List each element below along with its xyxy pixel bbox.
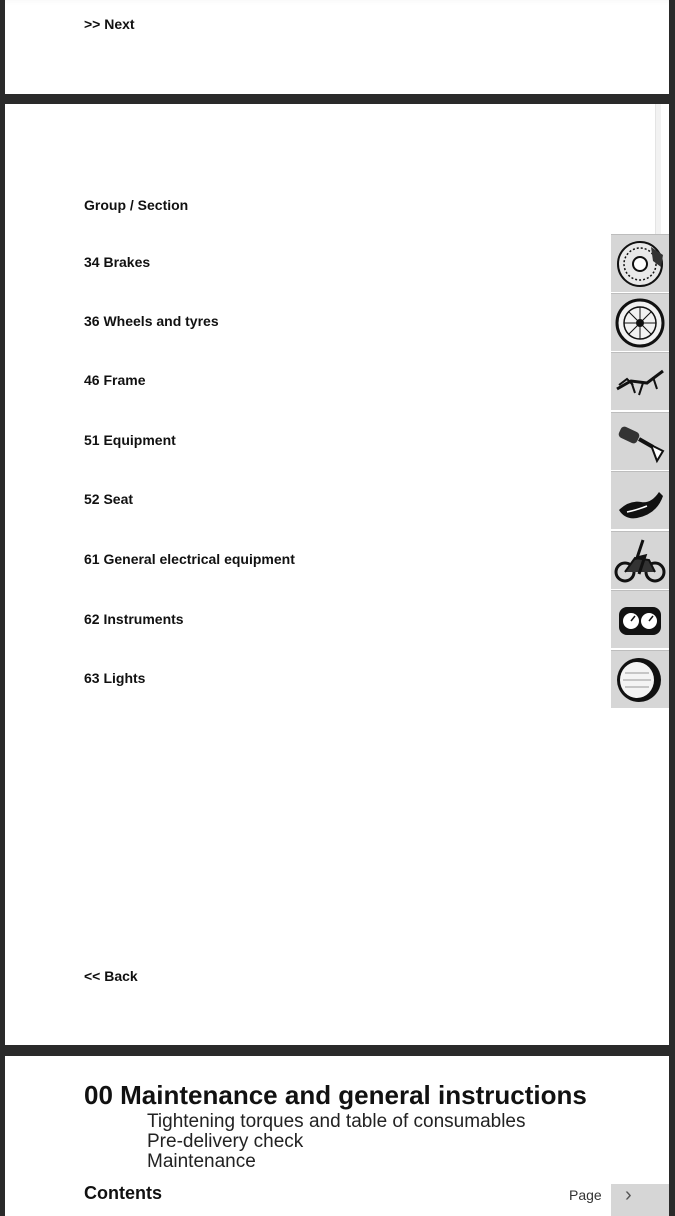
tab-instruments[interactable]: [611, 590, 669, 648]
back-link[interactable]: << Back: [84, 968, 138, 984]
page-column-label: Page: [569, 1187, 602, 1203]
tab-wheels-tyres[interactable]: [611, 293, 669, 351]
scrollbar[interactable]: [655, 104, 661, 234]
contents-heading: Contents: [84, 1183, 162, 1203]
tab-frame[interactable]: [611, 352, 669, 410]
section-link-equipment[interactable]: 51 Equipment: [84, 432, 176, 448]
instruments-icon: [613, 593, 667, 647]
contents-page: [5, 104, 669, 1045]
tab-seat[interactable]: [611, 471, 669, 529]
previous-page: [5, 0, 669, 94]
chevron-right-icon: ›: [625, 1184, 632, 1206]
headlight-icon: [613, 653, 667, 707]
equipment-icon: [613, 415, 667, 469]
frame-icon: [613, 355, 667, 409]
brake-disc-icon: [613, 237, 667, 291]
wheel-icon: [613, 296, 667, 350]
section-link-brakes[interactable]: 34 Brakes: [84, 254, 151, 270]
section-link-lights[interactable]: 63 Lights: [84, 670, 146, 686]
chapter-title: 00 Maintenance and general instructions: [84, 1080, 587, 1110]
tab-equipment[interactable]: [611, 412, 669, 470]
maintenance-page: [5, 1056, 669, 1216]
section-link-instruments[interactable]: 62 Instruments: [84, 611, 184, 627]
chapter-subtitle: Pre-delivery check: [147, 1131, 304, 1152]
group-section-heading: Group / Section: [84, 197, 189, 213]
tab-general-electrical[interactable]: [611, 531, 669, 589]
next-tab[interactable]: [611, 1184, 669, 1216]
chapter-subtitle: Maintenance: [147, 1151, 256, 1172]
motorcycle-electrical-icon: [613, 534, 667, 588]
section-link-wheels-tyres[interactable]: 36 Wheels and tyres: [84, 313, 219, 329]
chapter-subtitle: Tightening torques and table of consumables: [147, 1111, 526, 1132]
section-link-general-electrical[interactable]: 61 General electrical equipment: [84, 551, 295, 567]
tab-brakes[interactable]: [611, 234, 669, 292]
section-link-seat[interactable]: 52 Seat: [84, 491, 134, 507]
next-link[interactable]: >> Next: [84, 16, 135, 32]
tab-lights[interactable]: [611, 650, 669, 708]
seat-icon: [613, 474, 667, 528]
section-link-frame[interactable]: 46 Frame: [84, 372, 146, 388]
